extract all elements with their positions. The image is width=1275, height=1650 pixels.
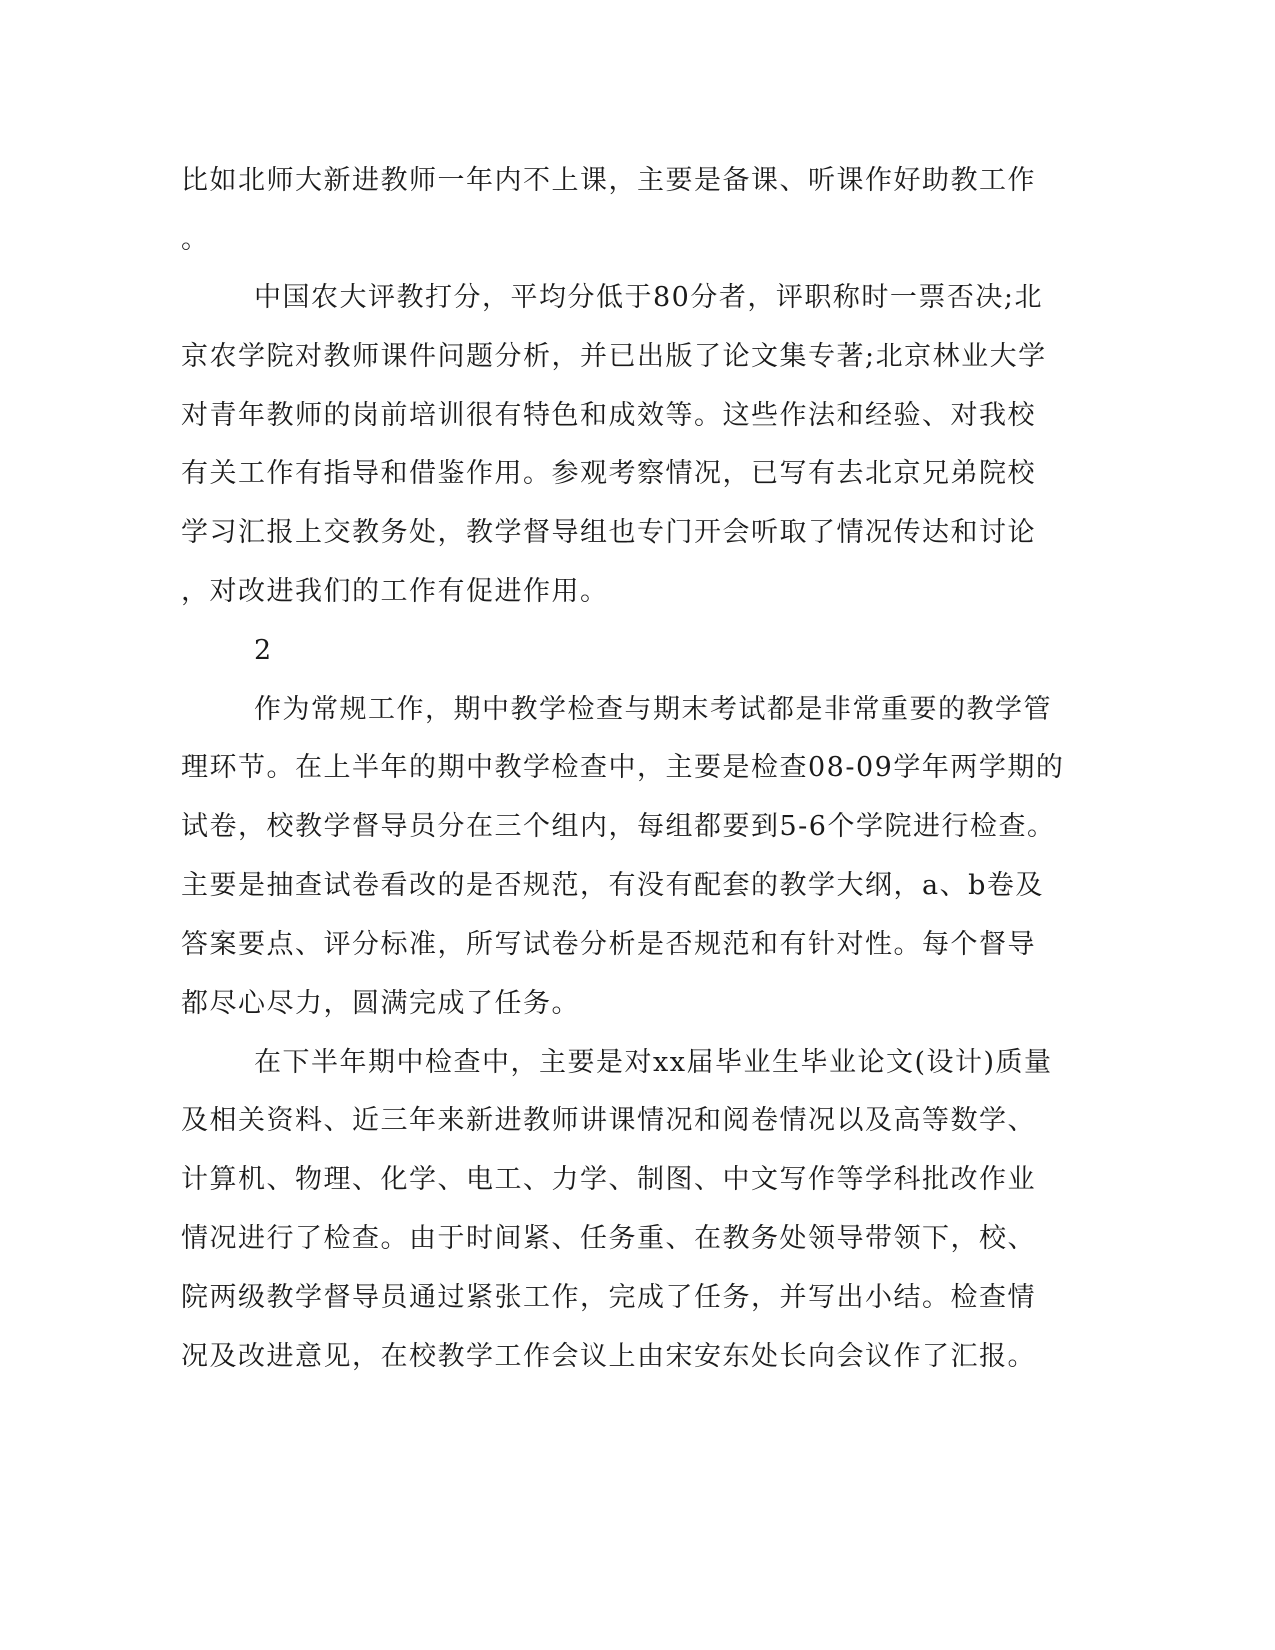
text-line-10: 作为常规工作，期中教学检查与期末考试都是非常重要的教学管 <box>254 694 1052 725</box>
text-line-18: 计算机、物理、化学、电工、力学、制图、中文写作等学科批改作业 <box>181 1164 1036 1195</box>
text-line-15: 都尽心尽力，圆满完成了任务。 <box>181 988 580 1019</box>
text-line-16: 在下半年期中检查中，主要是对xx届毕业生毕业论文(设计)质量 <box>254 1047 1053 1078</box>
text-line-1: 比如北师大新进教师一年内不上课，主要是备课、听课作好助教工作 <box>181 165 1036 196</box>
text-line-7: 学习汇报上交教务处，教学督导组也专门开会听取了情况传达和讨论 <box>181 517 1036 548</box>
text-line-2: 。 <box>181 224 210 255</box>
text-line-3: 中国农大评教打分，平均分低于80分者，评职称时一票否决;北 <box>254 282 1043 313</box>
text-line-13: 主要是抽查试卷看改的是否规范，有没有配套的教学大纲，a、b卷及 <box>181 870 1044 901</box>
text-line-5: 对青年教师的岗前培训很有特色和成效等。这些作法和经验、对我校 <box>181 400 1036 431</box>
section-number: 2 <box>254 635 273 666</box>
text-line-14: 答案要点、评分标准，所写试卷分析是否规范和有针对性。每个督导 <box>181 929 1036 960</box>
text-line-4: 京农学院对教师课件问题分析，并已出版了论文集专著;北京林业大学 <box>181 341 1047 372</box>
text-line-21: 况及改进意见，在校教学工作会议上由宋安东处长向会议作了汇报。 <box>181 1341 1036 1372</box>
text-line-17: 及相关资料、近三年来新进教师讲课情况和阅卷情况以及高等数学、 <box>181 1105 1036 1136</box>
text-line-6: 有关工作有指导和借鉴作用。参观考察情况，已写有去北京兄弟院校 <box>181 458 1036 489</box>
text-line-19: 情况进行了检查。由于时间紧、任务重、在教务处领导带领下，校、 <box>181 1223 1036 1254</box>
text-line-20: 院两级教学督导员通过紧张工作，完成了任务，并写出小结。检查情 <box>181 1282 1036 1313</box>
text-line-11: 理环节。在上半年的期中教学检查中，主要是检查08-09学年两学期的 <box>181 752 1065 783</box>
text-line-12: 试卷，校教学督导员分在三个组内，每组都要到5-6个学院进行检查。 <box>181 811 1056 842</box>
text-line-8: ，对改进我们的工作有促进作用。 <box>181 576 609 607</box>
